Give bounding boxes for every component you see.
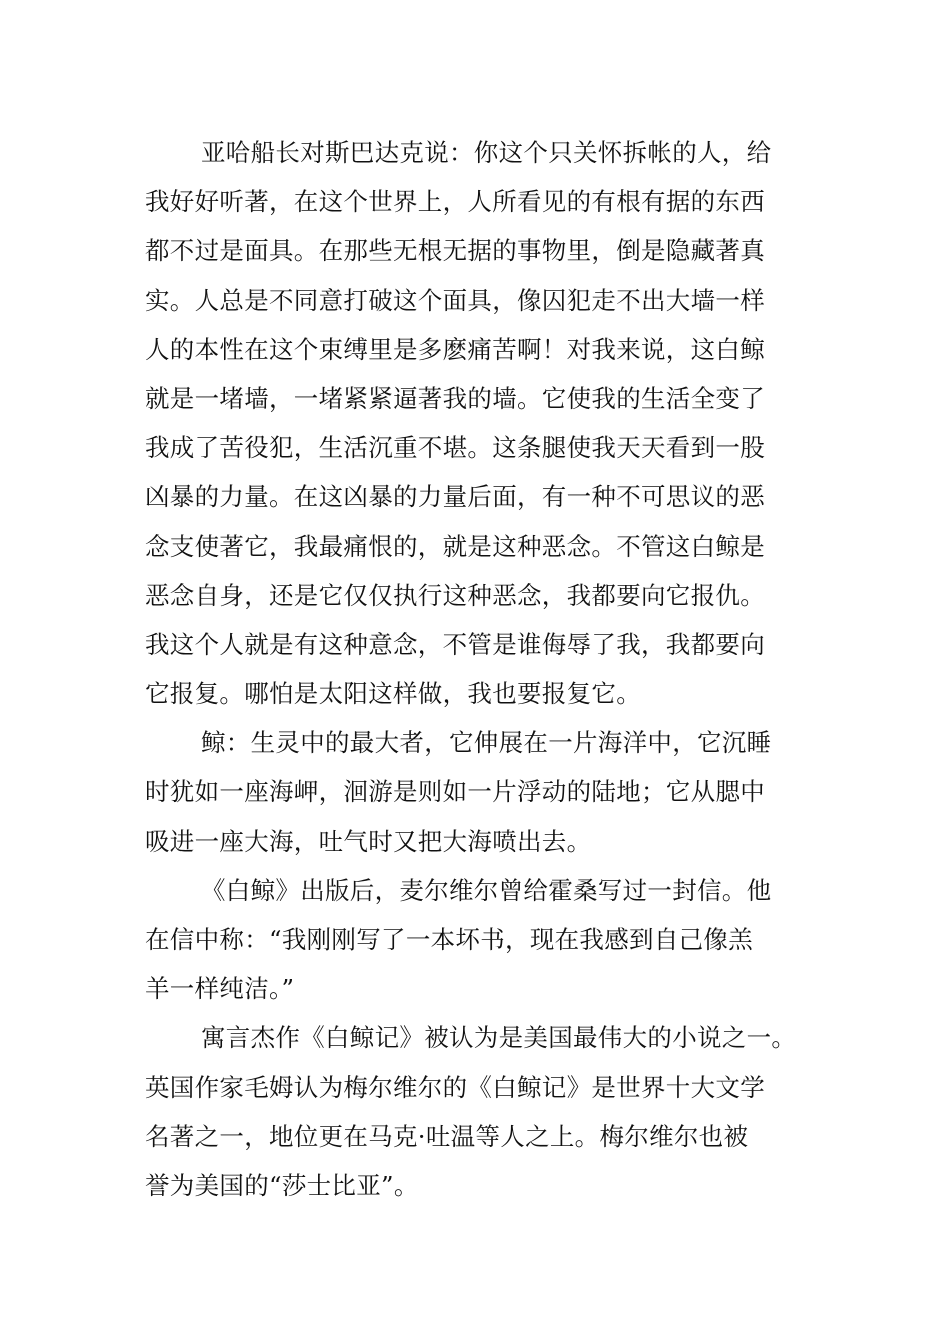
- text-line: 羊一样纯洁。”: [145, 974, 295, 1004]
- text-line: 念支使著它，我最痛恨的，就是这种恶念。不管这白鲸是: [145, 531, 765, 561]
- text-line: 我这个人就是有这种意念，不管是谁侮辱了我，我都要向: [145, 629, 765, 659]
- text-line: 都不过是面具。在那些无根无据的事物里，倒是隐藏著真: [145, 236, 765, 266]
- text-line: 我好好听著，在这个世界上，人所看见的有根有据的东西: [145, 187, 765, 217]
- text-line: 在信中称：“我刚刚写了一本坏书，现在我感到自己像羔: [145, 925, 754, 954]
- text-line: 吸进一座大海，吐气时又把大海喷出去。: [145, 826, 592, 856]
- text-line: 寓言杰作《白鲸记》被认为是美国最伟大的小说之一。: [201, 1023, 797, 1053]
- document-body: [145, 128, 845, 1210]
- text-line: 亚哈船长对斯巴达克说：你这个只关怀拆帐的人，给: [201, 138, 772, 167]
- text-line: 我成了苦役犯，生活沉重不堪。这条腿使我天天看到一股: [145, 433, 765, 463]
- text-line: 恶念自身，还是它仅仅执行这种恶念，我都要向它报仇。: [145, 580, 765, 610]
- text-line: 时犹如一座海岬，洄游是则如一片浮动的陆地；它从腮中: [145, 777, 765, 807]
- paragraph-3: [145, 866, 845, 1014]
- paragraph-4: [145, 1013, 845, 1210]
- paragraph-1: [145, 128, 845, 718]
- text-line: 人的本性在这个束缚里是多麽痛苦啊！对我来说，这白鲸: [145, 334, 765, 364]
- text-line: 鲸：生灵中的最大者，它伸展在一片海洋中，它沉睡: [201, 728, 772, 758]
- text-line: 它报复。哪怕是太阳这样做，我也要报复它。: [145, 679, 641, 709]
- text-line: 就是一堵墙，一堵紧紧逼著我的墙。它使我的生活全变了: [145, 383, 765, 413]
- text-line: 凶暴的力量。在这凶暴的力量后面，有一种不可思议的恶: [145, 482, 765, 512]
- text-line: 名著之一，地位更在马克·吐温等人之上。梅尔维尔也被: [145, 1121, 749, 1151]
- text-line: 英国作家毛姆认为梅尔维尔的《白鲸记》是世界十大文学: [145, 1072, 765, 1102]
- text-line: 《白鲸》出版后，麦尔维尔曾给霍桑写过一封信。他: [201, 875, 772, 905]
- text-line: 誉为美国的“莎士比亚”。: [145, 1170, 419, 1200]
- text-line: 实。人总是不同意打破这个面具，像囚犯走不出大墙一样: [145, 285, 765, 315]
- paragraph-2: [145, 718, 845, 866]
